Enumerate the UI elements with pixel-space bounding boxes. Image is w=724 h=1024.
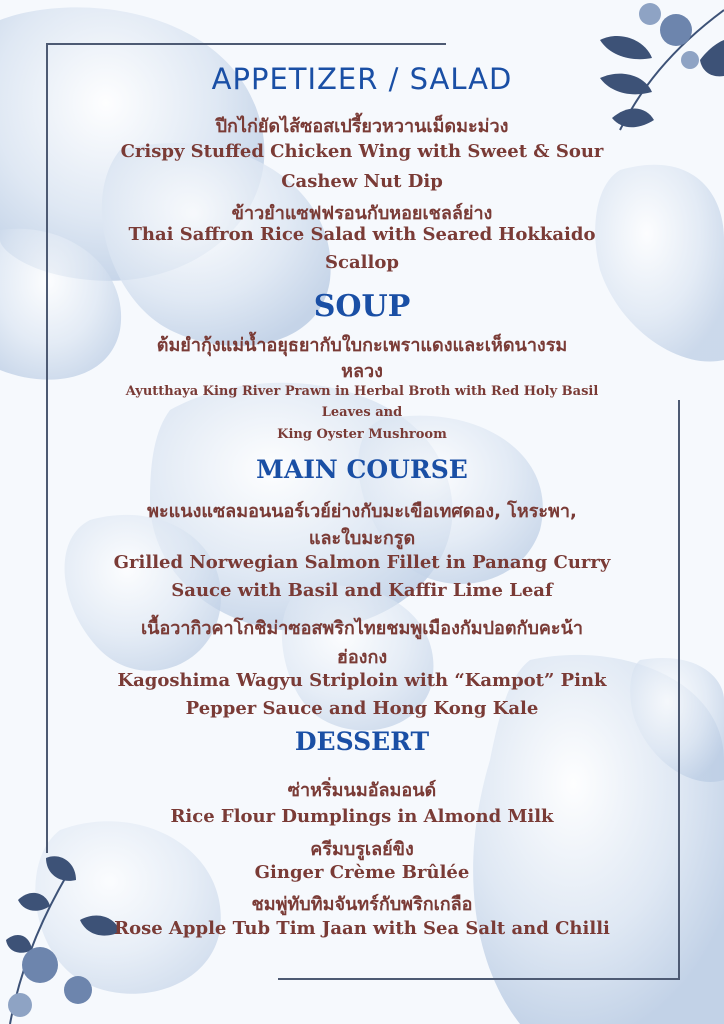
dessert-3-thai: ชมพู่ทับทิมจันทร์กับพริกเกลือ	[251, 894, 473, 915]
dessert-heading: DESSERT	[294, 727, 430, 756]
main-2-thai-line-2: ฮ่องกง	[336, 647, 388, 668]
main-2-english-line-1: Kagoshima Wagyu Striploin with “Kampot” Pink	[117, 670, 607, 691]
soup-1-english-line-3: King Oyster Mushroom	[277, 427, 447, 442]
dessert-1-thai: ซ่าหริ่มนมอัลมอนด์	[287, 780, 437, 801]
main-2-english-line-2: Pepper Sauce and Hong Kong Kale	[185, 698, 539, 719]
main-1-thai-line-1: พะแนงแซลมอนนอร์เวย์ย่างกับมะเขือเทศดอง, โหระพา,	[147, 501, 577, 522]
appetizer-heading: APPETIZER / SALAD	[211, 62, 513, 96]
appetizer-2-english-line-1: Thai Saffron Rice Salad with Seared Hokkaido	[128, 224, 596, 245]
appetizer-2-thai: ข้าวยำแซฟฟรอนกับหอยเชลล์ย่าง	[231, 203, 493, 224]
soup-1-thai-line-2: หลวง	[341, 361, 383, 382]
main-2-thai-line-1: เนื้อวากิวคาโกชิม่าซอสพริกไทยชมพูเมืองกัมปอตกับคะน้า	[140, 618, 583, 639]
soup-1-english-line-1: Ayutthaya King River Prawn in Herbal Broth with Red Holy Basil	[125, 384, 599, 399]
main-1-thai-line-2: และใบมะกรูด	[308, 528, 416, 549]
main-1-english-line-1: Grilled Norwegian Salmon Fillet in Panang Curry	[113, 552, 611, 573]
appetizer-1-english-line-1: Crispy Stuffed Chicken Wing with Sweet & Sour	[120, 141, 604, 162]
dessert-1-english: Rice Flour Dumplings in Almond Milk	[170, 806, 554, 827]
dessert-2-thai: ครีมบรูเลย์ขิง	[310, 839, 414, 860]
appetizer-1-english-line-2: Cashew Nut Dip	[281, 171, 443, 192]
dessert-3-english: Rose Apple Tub Tim Jaan with Sea Salt and Chilli	[114, 918, 610, 939]
appetizer-1-thai: ปีกไก่ยัดไส้ซอสเปรี้ยวหวานเม็ดมะม่วง	[215, 116, 509, 137]
main-1-english-line-2: Sauce with Basil and Kaffir Lime Leaf	[171, 580, 553, 601]
soup-heading: SOUP	[313, 289, 411, 324]
soup-1-thai-line-1: ต้มยำกุ้งแม่น้ำอยุธยากับใบกะเพราแดงและเห็ดนางรม	[156, 335, 568, 356]
main-course-heading: MAIN COURSE	[256, 455, 468, 484]
soup-1-english-line-2: Leaves and	[321, 405, 403, 420]
dessert-2-english: Ginger Crème Brûlée	[254, 862, 470, 883]
appetizer-2-english-line-2: Scallop	[325, 252, 399, 273]
